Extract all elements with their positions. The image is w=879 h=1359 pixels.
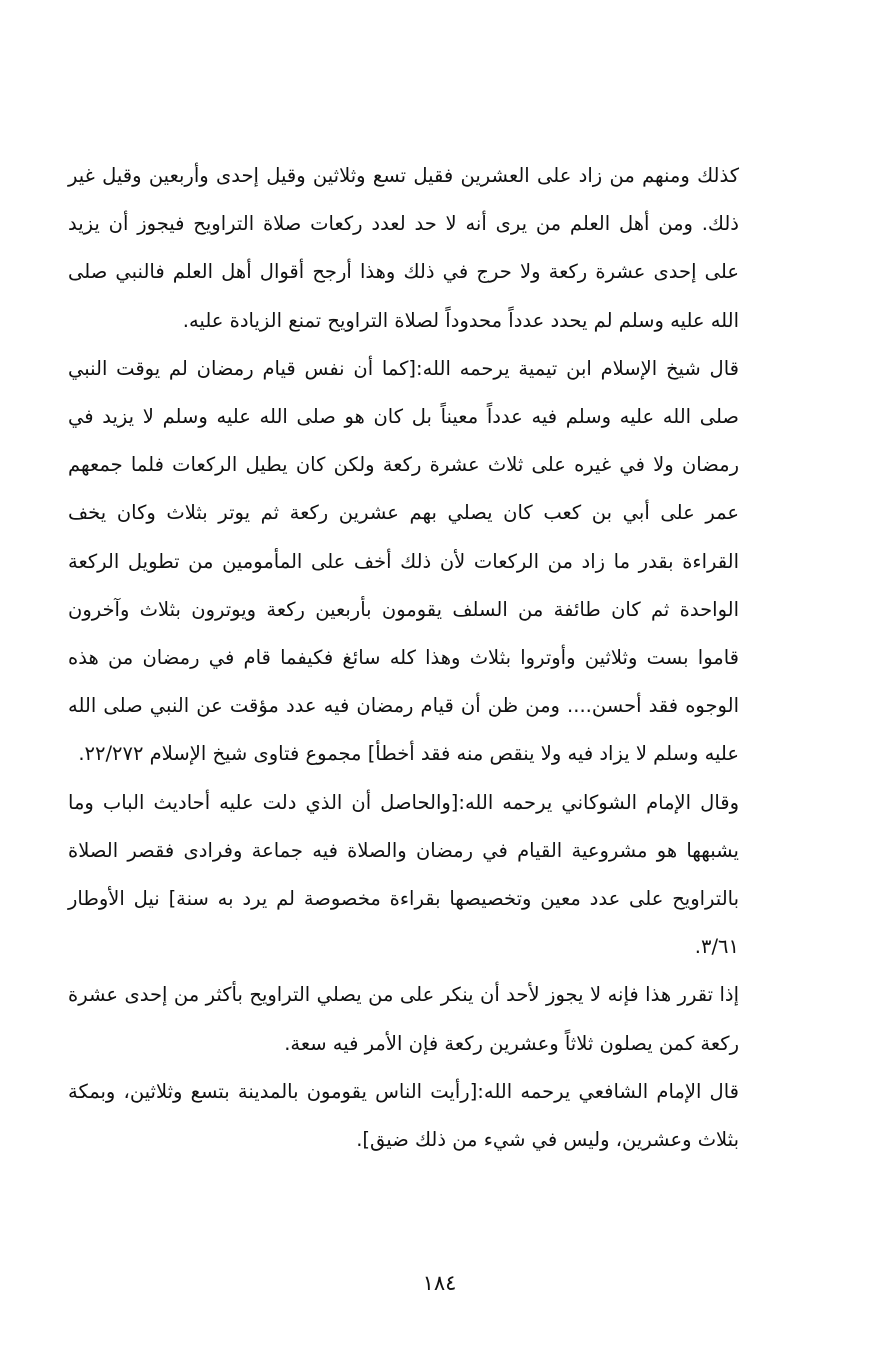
paragraph-4: إذا تقرر هذا فإنه لا يجوز لأحد أن ينكر على من يصلي التراويح بأكثر من إحدى عشرة ركعة كمن يصلون ثلاثاً وعشرين ركعة فإن الأمر فيه سعة. xyxy=(68,983,739,1055)
paragraph-2: قال شيخ الإسلام ابن تيمية يرحمه الله:[كما أن نفس قيام رمضان لم يوقت النبي صلى الله عليه وسلم فيه عدداً معيناً بل كان هو صلى الله عليه وسلم لا يزيد في رمضان ولا في غيره على ثلاث عشرة ركعة ولكن كان يطيل الركعات فلما جمعهم عمر على أبي بن كعب كان يصلي بهم عشرين ركعة ثم يوتر بثلاث وكان يخف القراءة بقدر ما زاد من الركعات لأن ذلك أخف على المأمومين من تطويل الركعة الواحدة ثم كان طائفة من السلف يقومون بأربعين ركعة ويوترون بثلاث وآخرون قاموا بست وثلاثين وأوتروا بثلاث وهذا كله سائغ فكيفما قام في رمضان من هذه الوجوه فقد أحسن.... ومن ظن أن قيام رمضان فيه عدد مؤقت عن النبي صلى الله عليه وسلم لا يزاد فيه ولا ينقص منه فقد أخطأ] مجموع فتاوى شيخ الإسلام ٢٢/٢٧٢. xyxy=(68,356,739,766)
paragraph-3: وقال الإمام الشوكاني يرحمه الله:[والحاصل أن الذي دلت عليه أحاديث الباب وما يشبهها هو مشروعية القيام في رمضان والصلاة فيه جماعة وفرادى فقصر الصلاة بالتراويح على عدد معين وتخصيصها بقراءة مخصوصة لم يرد به سنة] نيل الأوطار ٣/٦١. xyxy=(68,790,739,959)
body-text xyxy=(68,152,739,1164)
paragraph-5: قال الإمام الشافعي يرحمه الله:[رأيت الناس يقومون بالمدينة بتسع وثلاثين، وبمكة بثلاث وعشرين، وليس في شيء من ذلك ضيق]. xyxy=(68,1079,739,1152)
paragraph-1: كذلك ومنهم من زاد على العشرين فقيل تسع وثلاثين وقيل إحدى وأربعين وقيل غير ذلك. ومن أهل العلم من يرى أنه لا حد لعدد ركعات صلاة التراويح فيجوز أن يزيد على إحدى عشرة ركعة ولا حرج في ذلك وهذا أرجح أقوال أهل العلم فالنبي صلى الله عليه وسلم لم يحدد عدداً محدوداً لصلاة التراويح تمنع الزيادة عليه. xyxy=(68,164,739,332)
page-number: ١٨٤ xyxy=(422,1271,457,1295)
